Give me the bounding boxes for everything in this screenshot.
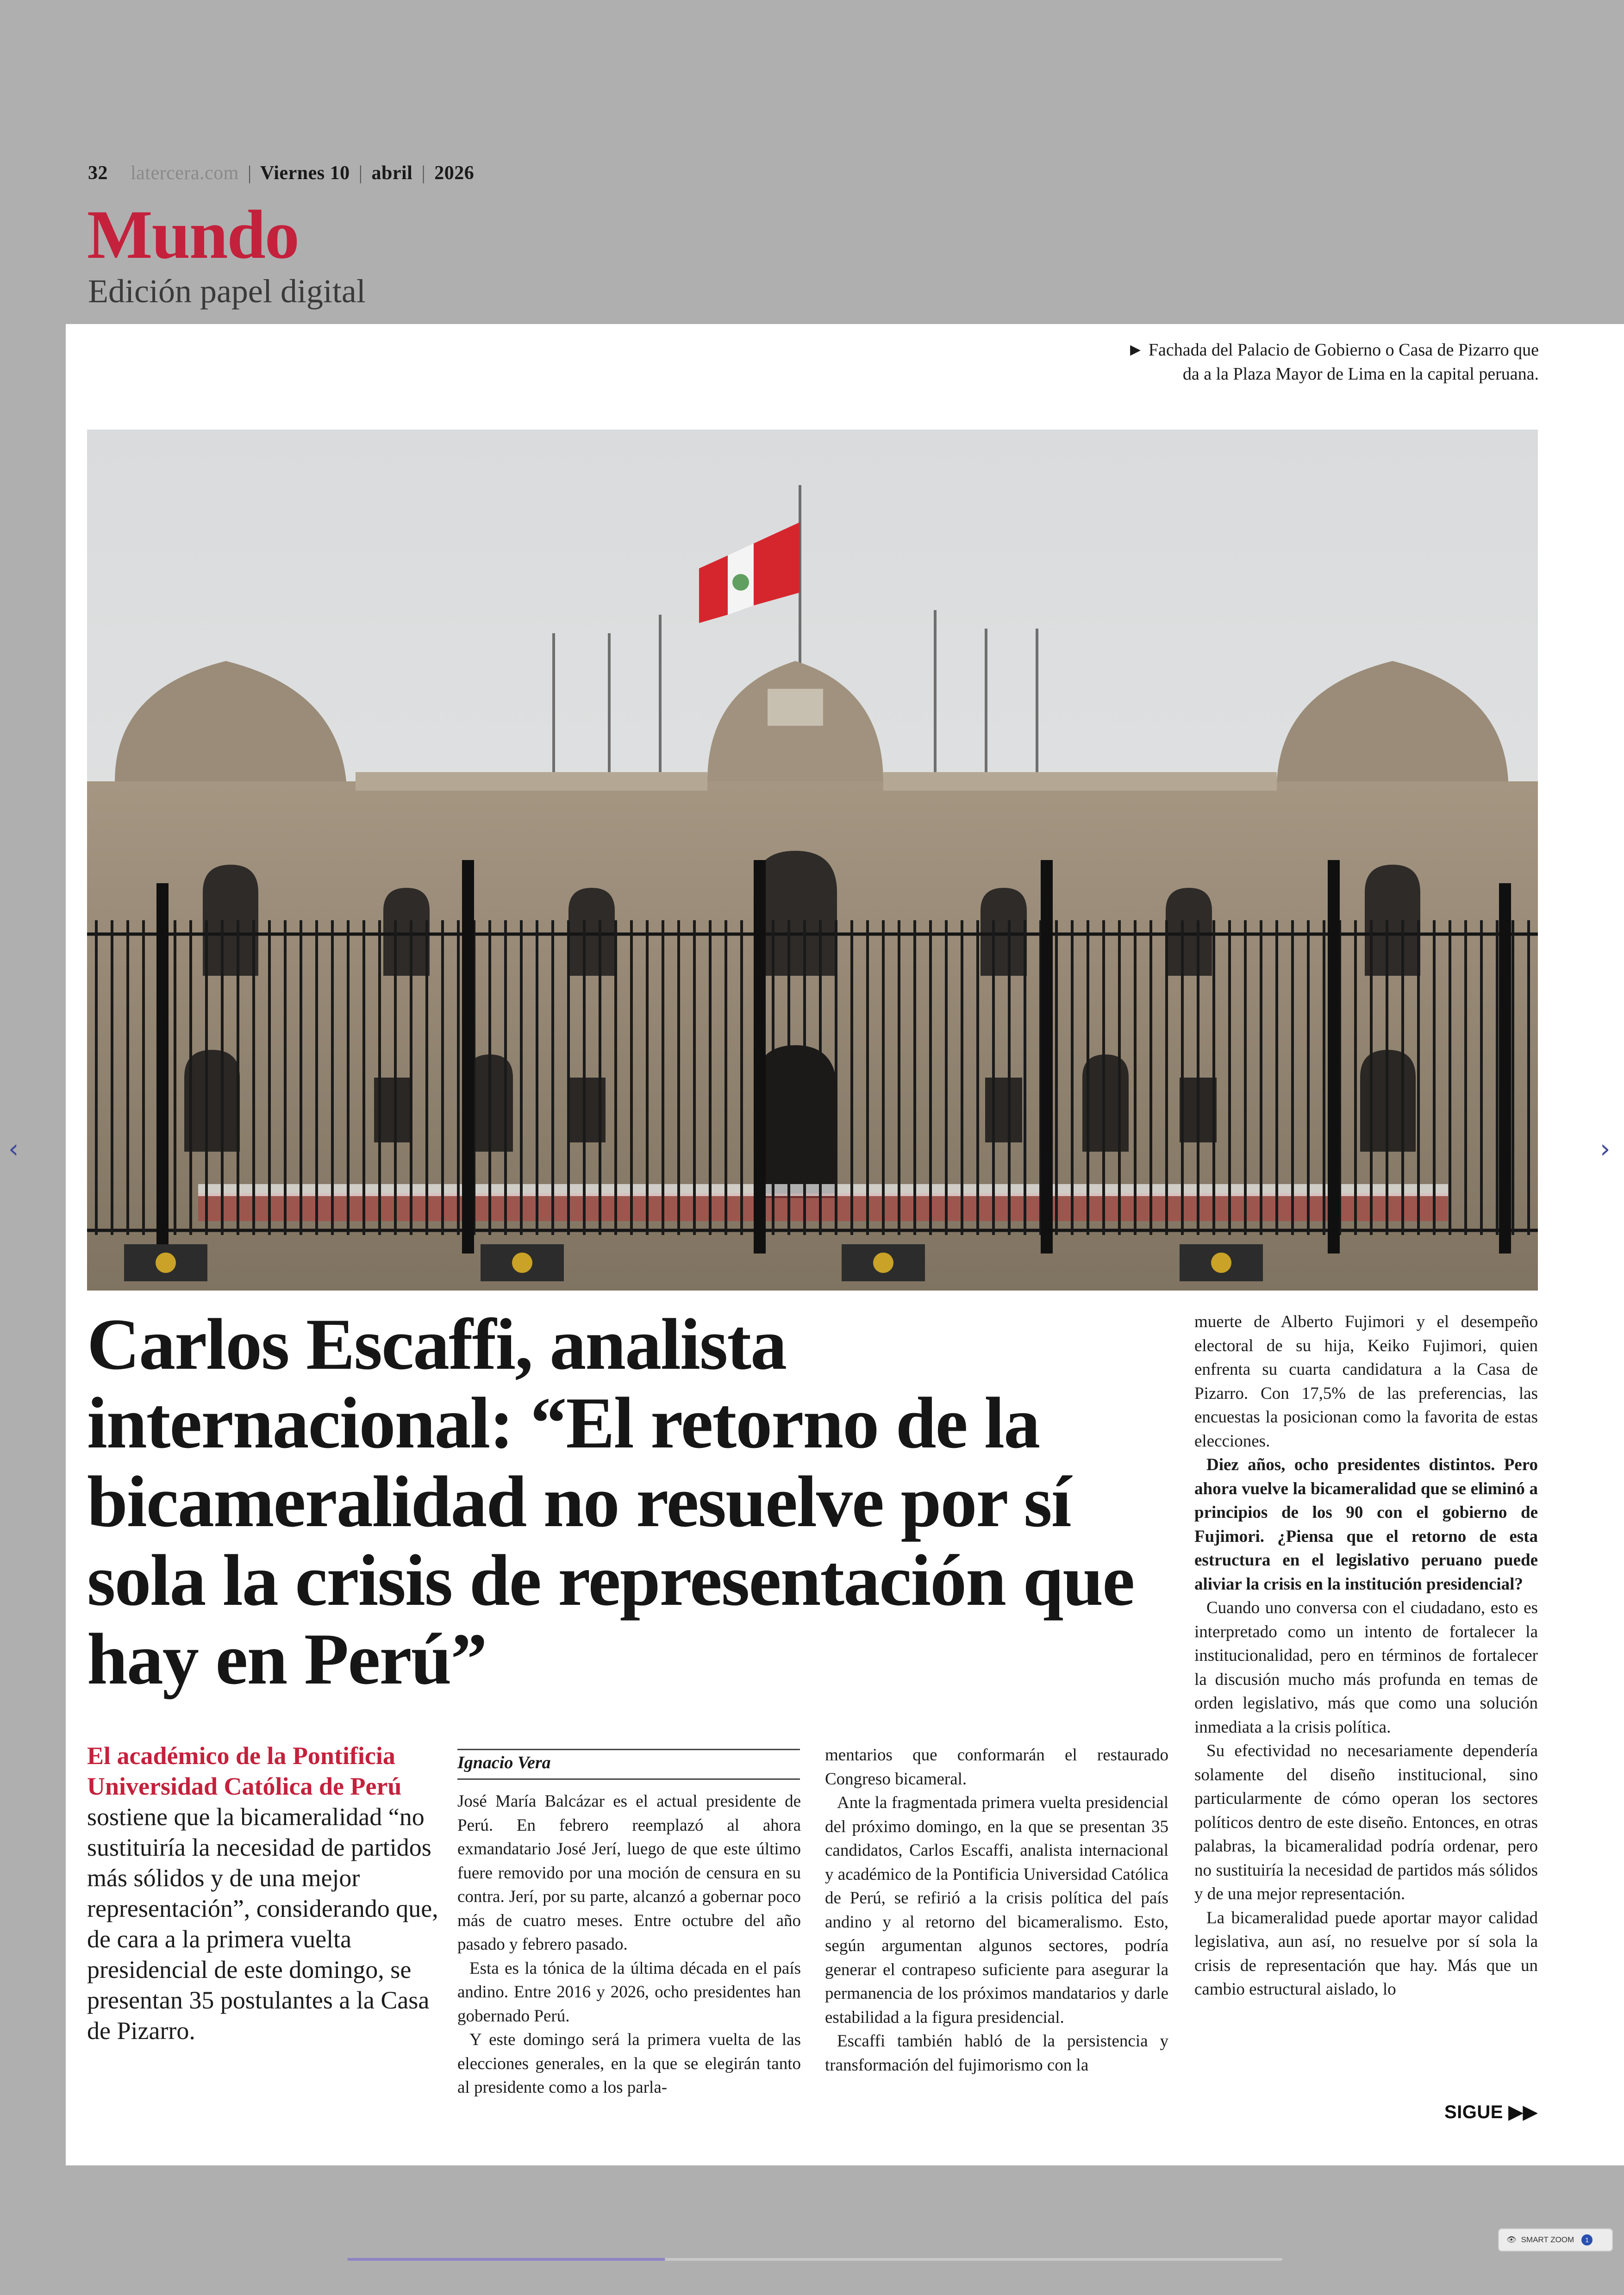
- paragraph: mentarios que conformarán el restaurado Congreso bicameral.: [825, 1746, 1168, 1789]
- smart-zoom-badge: 1: [1581, 2234, 1593, 2245]
- article-column-3: [1194, 1310, 1538, 2002]
- paragraph: muerte de Alberto Fujimori y el desempeño electoral de su hija, Keiko Fujimori, quien enfrenta su cuarta candidatura a la Casa de Pizarro. Con 17,5% de las preferencias, las encuestas la posicionan como la favorita de estas elecciones.: [1194, 1312, 1538, 1451]
- prev-page-chevron-left-icon[interactable]: ‹: [8, 1134, 19, 1164]
- smart-zoom-label: SMART ZOOM: [1521, 2235, 1574, 2244]
- photo-caption: ► Fachada del Palacio de Gobierno o Casa de Pizarro que da a la Plaza Mayor de Lima en la capital peruana.: [1126, 340, 1539, 384]
- issue-year: 2026: [434, 162, 475, 184]
- paragraph: Escaffi también habló de la persistencia y transformación del fujimorismo con la: [825, 2032, 1168, 2075]
- paragraph: Ante la fragmentada primera vuelta presidencial del próximo domingo, en la que se presentan 35 candidatos, Carlos Escaffi, analista internacional y académico de la Pontificia Universidad Católica de Perú, se refirió a la crisis política del país andino y al retorno del bicameralismo. Esto, según argumentan algunos sectores, podría generar el contrapeso suficiente para asegurar la permanencia de los próximos mandatarios y darle estabilidad a la figura presidencial.: [825, 1793, 1168, 2027]
- issue-month: abril: [371, 162, 413, 184]
- article-headline: Carlos Escaffi, analista internacional: “El retorno de la bicameralidad no resuelve por sí sola la crisis de representación que hay en Perú”: [87, 1304, 1134, 1700]
- reading-progress-fill: [347, 2258, 665, 2261]
- paragraph: Esta es la tónica de la última década en el país andino. Entre 2016 y 2026, ocho presidentes han gobernado Perú.: [457, 1958, 801, 2026]
- article-column-2: [825, 1743, 1168, 2077]
- article-column-1: [457, 1790, 801, 2100]
- page-header-bar: 32 latercera.com | Viernes 10 | abril | 2026: [88, 162, 475, 184]
- section-title: Mundo: [87, 196, 299, 273]
- article-lede: [87, 1740, 439, 2046]
- byline-rule-bottom: [457, 1778, 800, 1780]
- eye-icon: 👁: [1506, 2235, 1517, 2244]
- interview-question: Diez años, ocho presidentes distintos. Pero ahora vuelve la bicameralidad que se eliminó a principios de los 90 con el gobierno de Fujimori. ¿Piensa que el retorno de esta estructura en el legislativo peruano puede aliviar la crisis en la institución presidencial?: [1194, 1455, 1538, 1594]
- paragraph: La bicameralidad puede aportar mayor calidad legislativa, aun así, no resuelve por sí sola la crisis de representación que hay. Más que un cambio estructural aislado, lo: [1194, 1908, 1538, 1999]
- next-page-chevron-right-icon[interactable]: ›: [1600, 1134, 1611, 1164]
- article-photo: [87, 430, 1538, 1291]
- site-name: latercera.com: [131, 162, 239, 184]
- paragraph: Y este domingo será la primera vuelta de las elecciones generales, en la que se elegirán tanto al presidente como a los parla-: [457, 2030, 801, 2097]
- byline: Ignacio Vera: [457, 1753, 551, 1772]
- paragraph: Cuando uno conversa con el ciudadano, esto es interpretado como un intento de fortalecer la institucionalidad, pero en términos de fortalecer la discusión mucho más profunda en temas de orden legislativo, más que como una solución inmediata a la crisis política.: [1194, 1598, 1538, 1737]
- palace-illustration: [87, 430, 1538, 1291]
- paragraph: José María Balcázar es el actual presidente de Perú. En febrero reemplazó al ahora exmandatario José Jerí, luego de que este último fuere removido por una moción de censura en su contra. Jerí, por su parte, alcanzó a gobernar poco más de cuatro meses. Entre octubre del año pasado y febrero pasado.: [457, 1792, 801, 1954]
- smart-zoom-button[interactable]: [1498, 2228, 1613, 2251]
- reading-progress-bar[interactable]: [347, 2258, 1282, 2261]
- page-number: 32: [88, 162, 108, 184]
- issue-day: Viernes 10: [260, 162, 350, 184]
- paragraph: Su efectividad no necesariamente dependería solamente del diseño institucional, sino particularmente de cómo operan los sectores políticos dentro de este diseño. Entonces, en otras palabras, la bicameralidad podría ordenar, pero no sustituiría la necesidad de partidos más sólidos y de una mejor representación.: [1194, 1741, 1538, 1903]
- byline-rule-top: [457, 1749, 800, 1750]
- lede-highlight: El académico de la Pontificia Universidad Católica de Perú: [87, 1742, 402, 1800]
- lede-text: sostiene que la bicameralidad “no sustituiría la necesidad de partidos más sólidos y de una mejor representación”, considerando que, de cara a la primera vuelta presidencial de este domingo, se presentan 35 postulantes a la Casa de Pizarro.: [87, 1803, 438, 2045]
- continue-label: SIGUE ▶▶: [1444, 2102, 1538, 2122]
- edition-label: Edición papel digital: [88, 273, 366, 310]
